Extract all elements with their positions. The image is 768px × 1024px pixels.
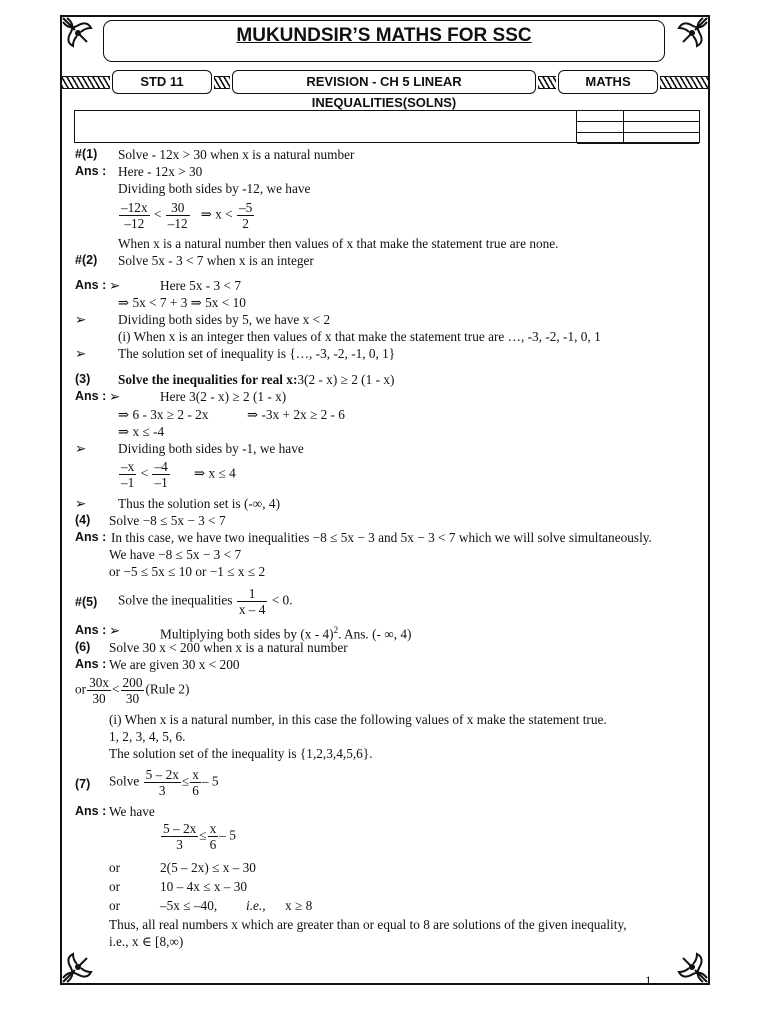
question-number: #(2)	[75, 253, 98, 267]
answer-text: Thus the solution set is (-∞, 4)	[118, 496, 281, 511]
denominator: 3	[158, 783, 166, 798]
fraction-step	[75, 457, 700, 495]
question-text: – 5	[201, 773, 219, 789]
answer-text: In this case, we have two inequalities −8 ≤ 5x − 3 and 5x − 3 < 7 which we will solve simultaneously.	[111, 530, 652, 545]
operator: <	[112, 681, 120, 697]
answer-text: –5x ≤ –40,	[160, 898, 218, 913]
answer-text: or	[109, 860, 121, 875]
page-title: MUKUNDSIR’S MATHS FOR SSC	[236, 25, 532, 46]
answer-label: Ans :	[75, 530, 107, 544]
fraction-step	[75, 197, 700, 235]
student-details-box	[74, 110, 700, 143]
answer-text: The solution set of inequality is {…, -3, -2, -1, 0, 1}	[118, 346, 396, 361]
answer-text: or	[109, 898, 121, 913]
answer-text: (Rule 2)	[145, 681, 190, 697]
denominator: –1	[121, 475, 135, 490]
bullet-icon: ➢	[75, 441, 87, 456]
denominator: x – 4	[238, 602, 266, 617]
hatch-divider	[214, 76, 230, 89]
answer-text: 1, 2, 3, 4, 5, 6.	[109, 729, 186, 744]
answer-label: Ans :	[75, 804, 107, 818]
answer-label: Ans :	[75, 278, 107, 292]
hatch-divider	[62, 76, 110, 89]
numerator: 30x	[89, 675, 110, 690]
numerator: x	[209, 821, 217, 836]
answer-text: ⇒ 6 - 3x ≥ 2 - 2x	[118, 407, 209, 422]
answer-text: The solution set of the inequality is {1,2,3,4,5,6}.	[109, 746, 373, 761]
chapter-badge: REVISION - CH 5 LINEAR INEQUALITIES(SOLNS)	[232, 70, 536, 94]
operator: <	[140, 465, 149, 481]
corner-ornament-icon	[675, 16, 709, 50]
numerator: 5 – 2x	[163, 821, 197, 836]
question-text: Solve 30 x < 200 when x is a natural number	[109, 640, 348, 655]
operator: ≤	[199, 827, 207, 843]
question-1	[75, 146, 700, 163]
denominator: 30	[92, 691, 106, 706]
numerator: 5 – 2x	[145, 767, 179, 782]
bullet-icon: ➢	[75, 346, 87, 361]
question-text: Solve - 12x > 30 when x is a natural number	[118, 147, 355, 162]
numerator: –4	[154, 459, 168, 474]
page-number: 1	[645, 973, 652, 988]
fraction-step	[75, 821, 700, 859]
question-3	[75, 371, 700, 388]
denominator: 2	[242, 216, 249, 231]
question-text: 3(2 - x) ≥ 2 (1 - x)	[297, 372, 395, 387]
answer-text: Dividing both sides by -12, we have	[118, 181, 311, 196]
answer-label: Ans :	[75, 164, 107, 178]
bullet-icon: ➢	[109, 389, 121, 404]
answer-text: We have	[109, 804, 155, 819]
denominator: 6	[209, 837, 217, 852]
question-5	[75, 586, 700, 622]
corner-ornament-icon	[61, 16, 95, 50]
answer-text: (i) When x is a natural number, in this case the following values of x make the statement true.	[109, 712, 607, 727]
answer-text: i.e., x ∈ [8,∞)	[109, 934, 184, 949]
question-text: Solve	[109, 773, 140, 789]
answer-text: When x is a natural number then values of x that make the statement true are none.	[118, 236, 559, 251]
denominator: –12	[124, 216, 145, 231]
question-text: Solve the inequalities	[118, 592, 233, 608]
numerator: x	[192, 767, 199, 782]
answer-text: x ≥ 8	[285, 898, 313, 913]
numerator: –5	[238, 200, 253, 215]
question-number: #(5)	[75, 595, 98, 609]
answer-text: We are given 30 x < 200	[109, 657, 240, 672]
bullet-icon: ➢	[75, 496, 87, 511]
denominator: –1	[154, 475, 168, 490]
question-7	[75, 767, 700, 803]
denominator: 30	[125, 691, 140, 706]
question-number: (7)	[75, 777, 91, 791]
question-6	[75, 639, 700, 656]
answer-text: – 5	[219, 827, 236, 843]
solutions-content	[75, 146, 700, 950]
numerator: –x	[121, 459, 135, 474]
question-text: Solve the inequalities for real x:	[118, 372, 298, 387]
answer-text: 2(5 – 2x) ≤ x – 30	[160, 860, 256, 875]
implication: ⇒ x ≤ 4	[194, 465, 236, 481]
denominator: 3	[176, 837, 183, 852]
bullet-icon: ➢	[109, 278, 121, 293]
numerator: 200	[122, 675, 143, 690]
question-number: (6)	[75, 640, 91, 654]
answer-text: ⇒ x ≤ -4	[118, 424, 165, 439]
numerator: –12x	[121, 200, 148, 215]
std-badge: STD 11	[112, 70, 212, 94]
denominator: 6	[192, 783, 199, 798]
answer-text: (i) When x is an integer then values of x that make the statement true are …, -3, -2, -1, 0, 1	[118, 329, 601, 344]
answer-text: Dividing both sides by 5, we have x < 2	[118, 312, 331, 327]
question-text: Solve 5x - 3 < 7 when x is an integer	[118, 253, 314, 268]
question-number: (3)	[75, 372, 91, 386]
answer-text: ⇒ -3x + 2x ≥ 2 - 6	[247, 407, 345, 422]
answer-text: 10 – 4x ≤ x – 30	[160, 879, 248, 894]
answer-text: or −5 ≤ 5x ≤ 10 or −1 ≤ x ≤ 2	[109, 564, 266, 579]
answer-text: or	[75, 681, 87, 697]
marks-grid	[576, 111, 699, 142]
answer-text: or	[109, 879, 121, 894]
question-number: #(1)	[75, 147, 98, 161]
bullet-icon: ➢	[75, 312, 87, 327]
answer-text: Multiplying both sides by (x - 4)	[160, 626, 334, 642]
operator: <	[153, 206, 162, 222]
subject-badge: MATHS	[558, 70, 658, 94]
corner-ornament-icon	[675, 950, 709, 984]
hatch-divider	[660, 76, 708, 89]
hatch-divider	[538, 76, 556, 89]
fraction-step	[75, 673, 700, 711]
numerator: 30	[166, 200, 190, 216]
answer-text: Here - 12x > 30	[118, 164, 203, 179]
corner-ornament-icon	[61, 950, 95, 984]
answer-text: Here 3(2 - x) ≥ 2 (1 - x)	[160, 389, 287, 404]
implication: ⇒ x <	[200, 206, 233, 222]
question-2	[75, 252, 700, 277]
answer-label: Ans :	[75, 389, 107, 403]
answer-label: Ans :	[75, 623, 107, 637]
question-4	[75, 512, 700, 529]
question-text: < 0.	[271, 592, 293, 608]
answer-text: Here 5x - 3 < 7	[160, 278, 241, 293]
answer-text: We have −8 ≤ 5x − 3 < 7	[109, 547, 242, 562]
answer-text: Dividing both sides by -1, we have	[118, 441, 304, 456]
bullet-icon: ➢	[109, 623, 121, 638]
numerator: 1	[237, 586, 268, 602]
answer-text: . Ans. (- ∞, 4)	[338, 626, 412, 642]
operator: ≤	[181, 773, 190, 789]
denominator: –12	[167, 216, 188, 231]
answer-text: i.e.,	[246, 898, 266, 913]
page-title-box	[103, 20, 665, 62]
answer-text: ⇒ 5x < 7 + 3 ⇒ 5x < 10	[118, 295, 246, 310]
question-number: (4)	[75, 513, 91, 527]
question-text: Solve −8 ≤ 5x − 3 < 7	[109, 513, 226, 528]
exponent: 2	[333, 625, 339, 635]
answer-text: Thus, all real numbers x which are greater than or equal to 8 are solutions of the given inequality,	[109, 917, 627, 932]
answer-label: Ans :	[75, 657, 107, 671]
